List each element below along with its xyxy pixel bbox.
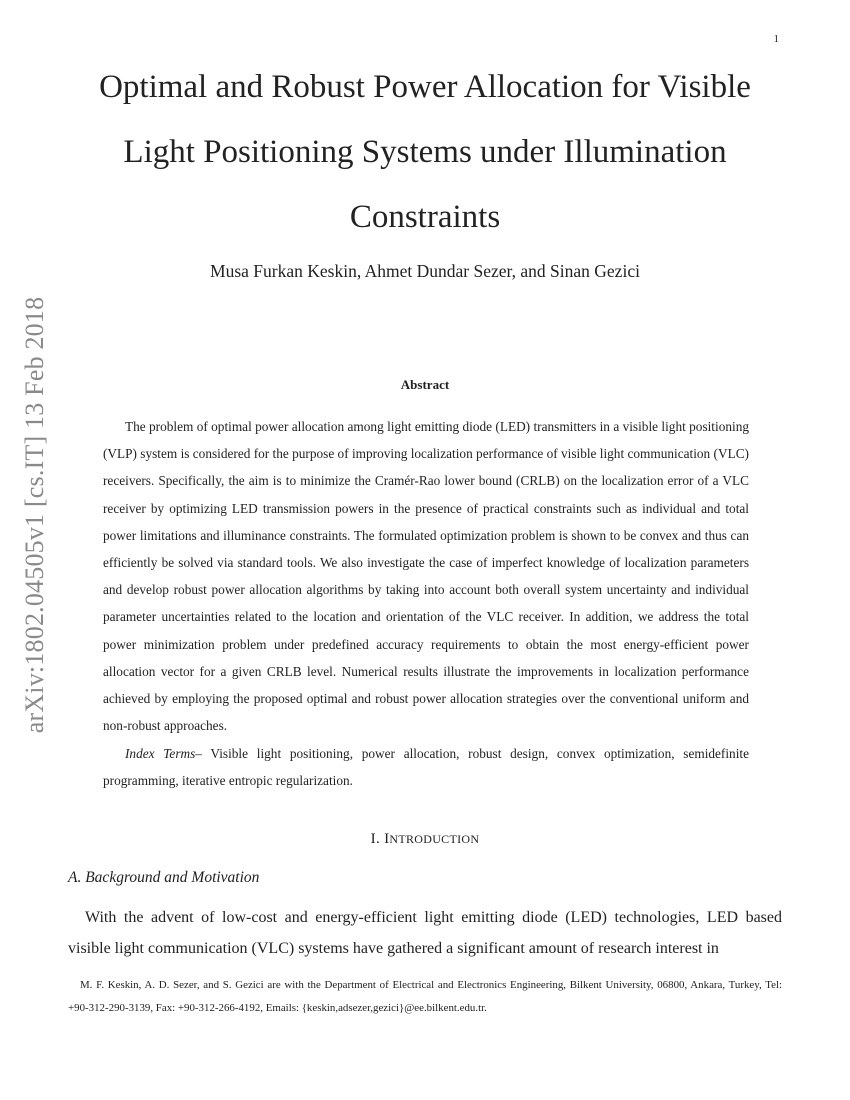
index-terms-text: Visible light positioning, power allocation, robust design, convex optimization, semidefinite programming, iterative entropic regularization. xyxy=(103,746,749,788)
section-title-rest: NTRODUCTION xyxy=(389,832,480,846)
subsection-heading: A. Background and Motivation xyxy=(68,869,260,886)
intro-paragraph: With the advent of low-cost and energy-efficient light emitting diode (LED) technologies, LED based visible light communication (VLC) systems have gathered a significant amount of research interest in xyxy=(68,909,782,957)
paper-authors: Musa Furkan Keskin, Ahmet Dundar Sezer, and Sinan Gezici xyxy=(210,261,640,281)
abstract-body: The problem of optimal power allocation among light emitting diode (LED) transmitters in a visible light positioning (VLP) system is considered for the purpose of improving localization performance of visible light communication (VLC) receivers. Specifically, the aim is to minimize the Cramér-Rao lower bound (CRLB) on the localization error of a VLC receiver by optimizing LED transmission powers in the presence of practical constraints such as individual and total power limitations and illuminance constraints. The formulated optimization problem is shown to be convex and thus can efficiently be solved via standard tools. We also investigate the case of imperfect knowledge of localization parameters and develop robust power allocation algorithms by taking into account both overall system uncertainty and individual parameter uncertainties related to the location and orientation of the VLC receiver. In addition, we address the total power minimization problem under predefined accuracy requirements to obtain the most energy-efficient power allocation vector for a given CRLB level. Numerical results illustrate the improvements in localization performance achieved by employing the proposed optimal and robust power allocation strategies over the conventional uniform and non-robust approaches. xyxy=(103,419,749,734)
paper-title: Optimal and Robust Power Allocation for Visible Light Positioning Systems under Illumination Constraints xyxy=(99,69,751,235)
index-terms xyxy=(103,740,749,794)
section-title-initial: I xyxy=(384,831,390,847)
abstract-heading: Abstract xyxy=(400,377,450,392)
arxiv-stamp xyxy=(14,277,56,752)
arxiv-stamp-text: arXiv:1802.04505v1 [cs.IT] 13 Feb 2018 xyxy=(20,296,49,733)
page-number: 1 xyxy=(773,33,779,45)
section-heading xyxy=(68,831,782,848)
index-terms-label: Index Terms– xyxy=(125,746,202,761)
section-number: I. xyxy=(370,831,381,847)
author-footnote: M. F. Keskin, A. D. Sezer, and S. Gezici are with the Department of Electrical and Electronics Engineering, Bilkent University, 06800, Ankara, Turkey, Tel: +90-312-290-3139, Fax: +90-312-266-4192, Emails: {keskin,adsezer,gezici}@ee.bilkent.edu.tr. xyxy=(68,979,782,1014)
